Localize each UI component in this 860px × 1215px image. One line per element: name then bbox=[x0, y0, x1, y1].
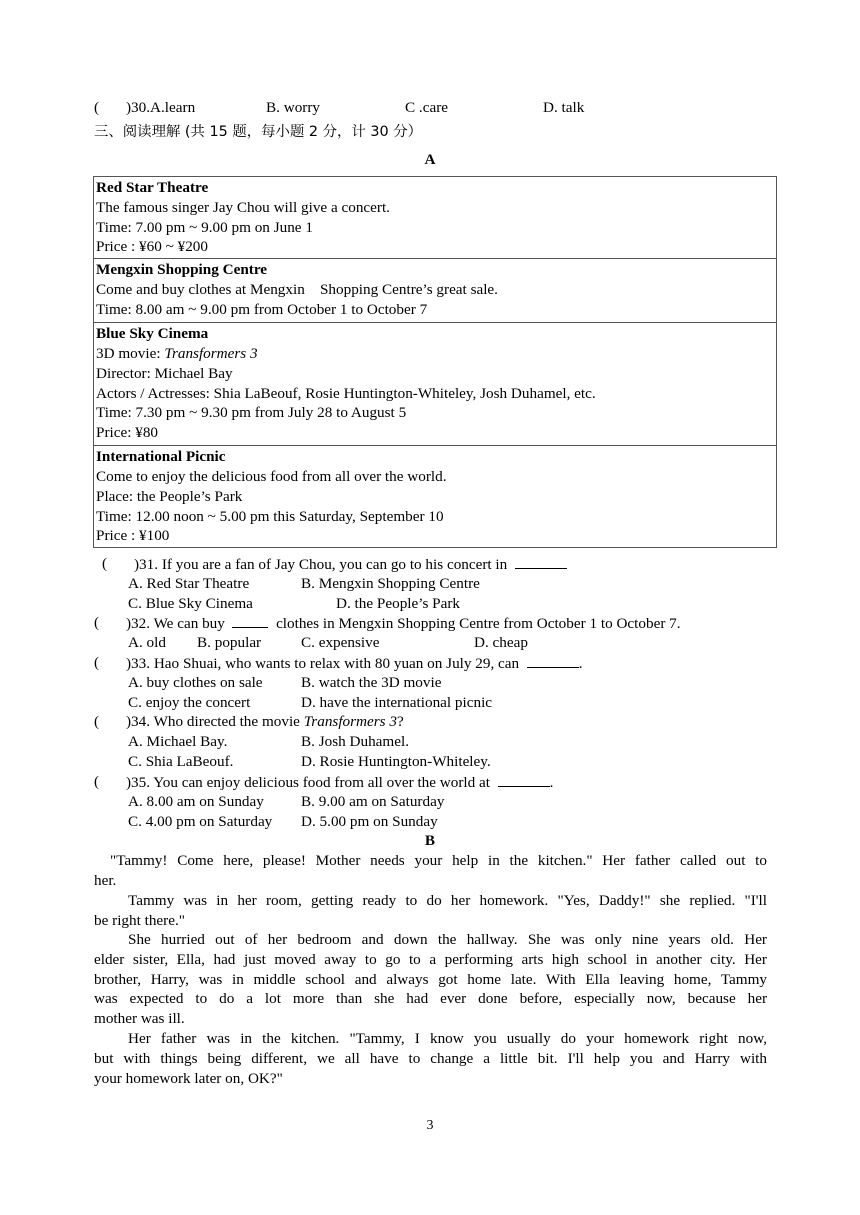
passage-line: your homework later on, OK?" bbox=[94, 1069, 283, 1087]
answer-blank bbox=[515, 554, 567, 569]
q34-stem-post: ? bbox=[396, 713, 404, 730]
q35-option-b: B. 9.00 am on Saturday bbox=[301, 793, 445, 810]
q34-option-c: C. Shia LaBeouf. bbox=[128, 753, 234, 770]
q32-option-b: B. popular bbox=[197, 634, 262, 651]
q34-option-d: D. Rosie Huntington-Whiteley. bbox=[301, 753, 491, 770]
part-a-label: A bbox=[424, 151, 436, 168]
q34-movie-title: Transformers 3 bbox=[303, 713, 397, 730]
ad-line: Price : ¥100 bbox=[96, 527, 170, 545]
ad-blue-sky-cinema bbox=[94, 323, 777, 446]
q30-stem: )30.A.learn bbox=[126, 99, 196, 116]
ad-mengxin-shopping-centre bbox=[94, 259, 777, 323]
passage-line: elder sister, Ella, had just moved away to go to a performing arts high school in another city. Her bbox=[94, 950, 767, 968]
ad-international-picnic bbox=[94, 446, 777, 548]
q34-stem bbox=[126, 712, 404, 732]
q32-option-d: D. cheap bbox=[474, 634, 528, 651]
passage-line: but with things being different, we all have to change a little bit. I'll help you and Harry with bbox=[94, 1049, 767, 1067]
q32-option-a: A. old bbox=[128, 634, 166, 651]
ad-title: Red Star Theatre bbox=[96, 179, 209, 196]
passage-paragraph-2 bbox=[94, 891, 767, 931]
answer-blank bbox=[232, 613, 268, 628]
ad-line: Actors / Actresses: Shia LaBeouf, Rosie Huntington-Whiteley, Josh Duhamel, etc. bbox=[96, 384, 596, 402]
q34-option-b: B. Josh Duhamel. bbox=[301, 733, 409, 750]
passage-line: Her father was in the kitchen. "Tammy, I know you usually do your homework right now, bbox=[128, 1030, 767, 1047]
q31-option-c: C. Blue Sky Cinema bbox=[128, 595, 253, 612]
ad-line: Director: Michael Bay bbox=[96, 364, 233, 382]
ad-title: Mengxin Shopping Centre bbox=[96, 261, 268, 279]
passage-line: Tammy was in her room, getting ready to do her homework. "Yes, Daddy!" she replied. "I'll bbox=[128, 892, 767, 909]
q33-option-a: A. buy clothes on sale bbox=[128, 674, 263, 691]
q33-option-b: B. watch the 3D movie bbox=[301, 674, 442, 691]
q33-option-c: C. enjoy the concert bbox=[128, 694, 251, 711]
passage-line: was expected to do a lot more than she had ever done before, especially now, because her bbox=[94, 990, 767, 1008]
ad-line: Time: 8.00 am ~ 9.00 pm from October 1 to October 7 bbox=[96, 300, 428, 318]
ad-line: Price : ¥60 ~ ¥200 bbox=[96, 238, 208, 256]
q31-stem bbox=[134, 554, 567, 575]
q30-paren: ( bbox=[94, 99, 100, 116]
q30-option-b: B. worry bbox=[266, 99, 320, 116]
ad-line: Place: the People’s Park bbox=[96, 487, 243, 505]
passage-paragraph-1 bbox=[94, 851, 767, 891]
q34-option-a: A. Michael Bay. bbox=[128, 733, 228, 750]
ad-line: Time: 7.30 pm ~ 9.30 pm from July 28 to August 5 bbox=[96, 404, 407, 422]
q30-option-c: C .care bbox=[405, 99, 449, 116]
movie-title: Transformers 3 bbox=[164, 344, 258, 362]
q35-option-a: A. 8.00 am on Sunday bbox=[128, 793, 264, 810]
ad-title: Blue Sky Cinema bbox=[96, 325, 209, 343]
q32-option-c: C. expensive bbox=[301, 634, 380, 651]
ad-movie-line bbox=[96, 344, 774, 364]
page-number: 3 bbox=[426, 1118, 434, 1133]
ad-line: Price: ¥80 bbox=[96, 424, 159, 442]
part-b-label: B bbox=[424, 832, 436, 849]
q33-paren: ( bbox=[94, 654, 100, 671]
q32-stem-post: clothes in Mengxin Shopping Centre from October 1 to October 7. bbox=[276, 615, 681, 632]
q33-stem: )33. Hao Shuai, who wants to relax with 80 yuan on July 29, can . bbox=[126, 655, 583, 672]
movie-prefix: 3D movie: bbox=[96, 344, 165, 362]
q35-stem-text: )35. You can enjoy delicious food from all over the world at bbox=[126, 774, 491, 791]
ad-title: International Picnic bbox=[96, 448, 226, 466]
answer-blank bbox=[498, 772, 550, 787]
q33-option-d: D. have the international picnic bbox=[301, 694, 493, 711]
ads-table bbox=[93, 176, 777, 548]
q32-paren: ( bbox=[94, 614, 100, 631]
q33-stem-text: )33. Hao Shuai, who wants to relax with 80 yuan on July 29, can bbox=[126, 655, 520, 672]
q31-option-a: A. Red Star Theatre bbox=[128, 575, 250, 592]
q35-option-c: C. 4.00 pm on Saturday bbox=[128, 813, 273, 830]
ad-line: The famous singer Jay Chou will give a concert. bbox=[96, 198, 390, 216]
ad-line: Time: 7.00 pm ~ 9.00 pm on June 1 bbox=[96, 218, 313, 236]
passage-paragraph-3 bbox=[94, 930, 767, 1029]
passage-line: be right there." bbox=[94, 911, 185, 929]
q35-paren: ( bbox=[94, 773, 100, 790]
section-heading: 三、阅读理解 (共 15 题，每小题 2 分，计 30 分） bbox=[94, 124, 423, 140]
q32-stem-pre: )32. We can buy bbox=[126, 615, 225, 632]
q31-option-b: B. Mengxin Shopping Centre bbox=[301, 575, 480, 592]
q31-option-d: D. the People’s Park bbox=[336, 595, 461, 612]
q31-stem-text: )31. If you are a fan of Jay Chou, you can go to his concert in bbox=[134, 556, 508, 573]
q35-stem: )35. You can enjoy delicious food from all over the world at . bbox=[126, 774, 554, 791]
answer-blank bbox=[527, 653, 579, 668]
q34-paren: ( bbox=[94, 713, 100, 730]
passage-paragraph-4 bbox=[94, 1029, 767, 1088]
ad-line: Come to enjoy the delicious food from all over the world. bbox=[96, 467, 447, 485]
q30-option-d: D. talk bbox=[543, 99, 585, 116]
q35-option-d: D. 5.00 pm on Sunday bbox=[301, 813, 438, 830]
passage-line: brother, Harry, was in middle school and always got home late. With Ella leaving home, Tammy bbox=[94, 970, 767, 988]
passage-line: "Tammy! Come here, please! Mother needs your help in the kitchen." Her father called out to bbox=[110, 852, 767, 869]
q34-stem-pre: )34. Who directed the movie bbox=[126, 713, 300, 730]
ad-line: Time: 12.00 noon ~ 5.00 pm this Saturday, September 10 bbox=[96, 507, 444, 525]
ad-red-star-theatre bbox=[94, 177, 777, 259]
passage-line: her. bbox=[94, 871, 117, 889]
q32-stem bbox=[126, 613, 681, 634]
passage-line: mother was ill. bbox=[94, 1010, 185, 1028]
ad-line: Come and buy clothes at Mengxin Shopping Centre’s great sale. bbox=[96, 280, 498, 298]
passage-line: She hurried out of her bedroom and down the hallway. She was only nine years old. Her bbox=[128, 931, 767, 948]
q31-paren: ( bbox=[102, 555, 108, 572]
